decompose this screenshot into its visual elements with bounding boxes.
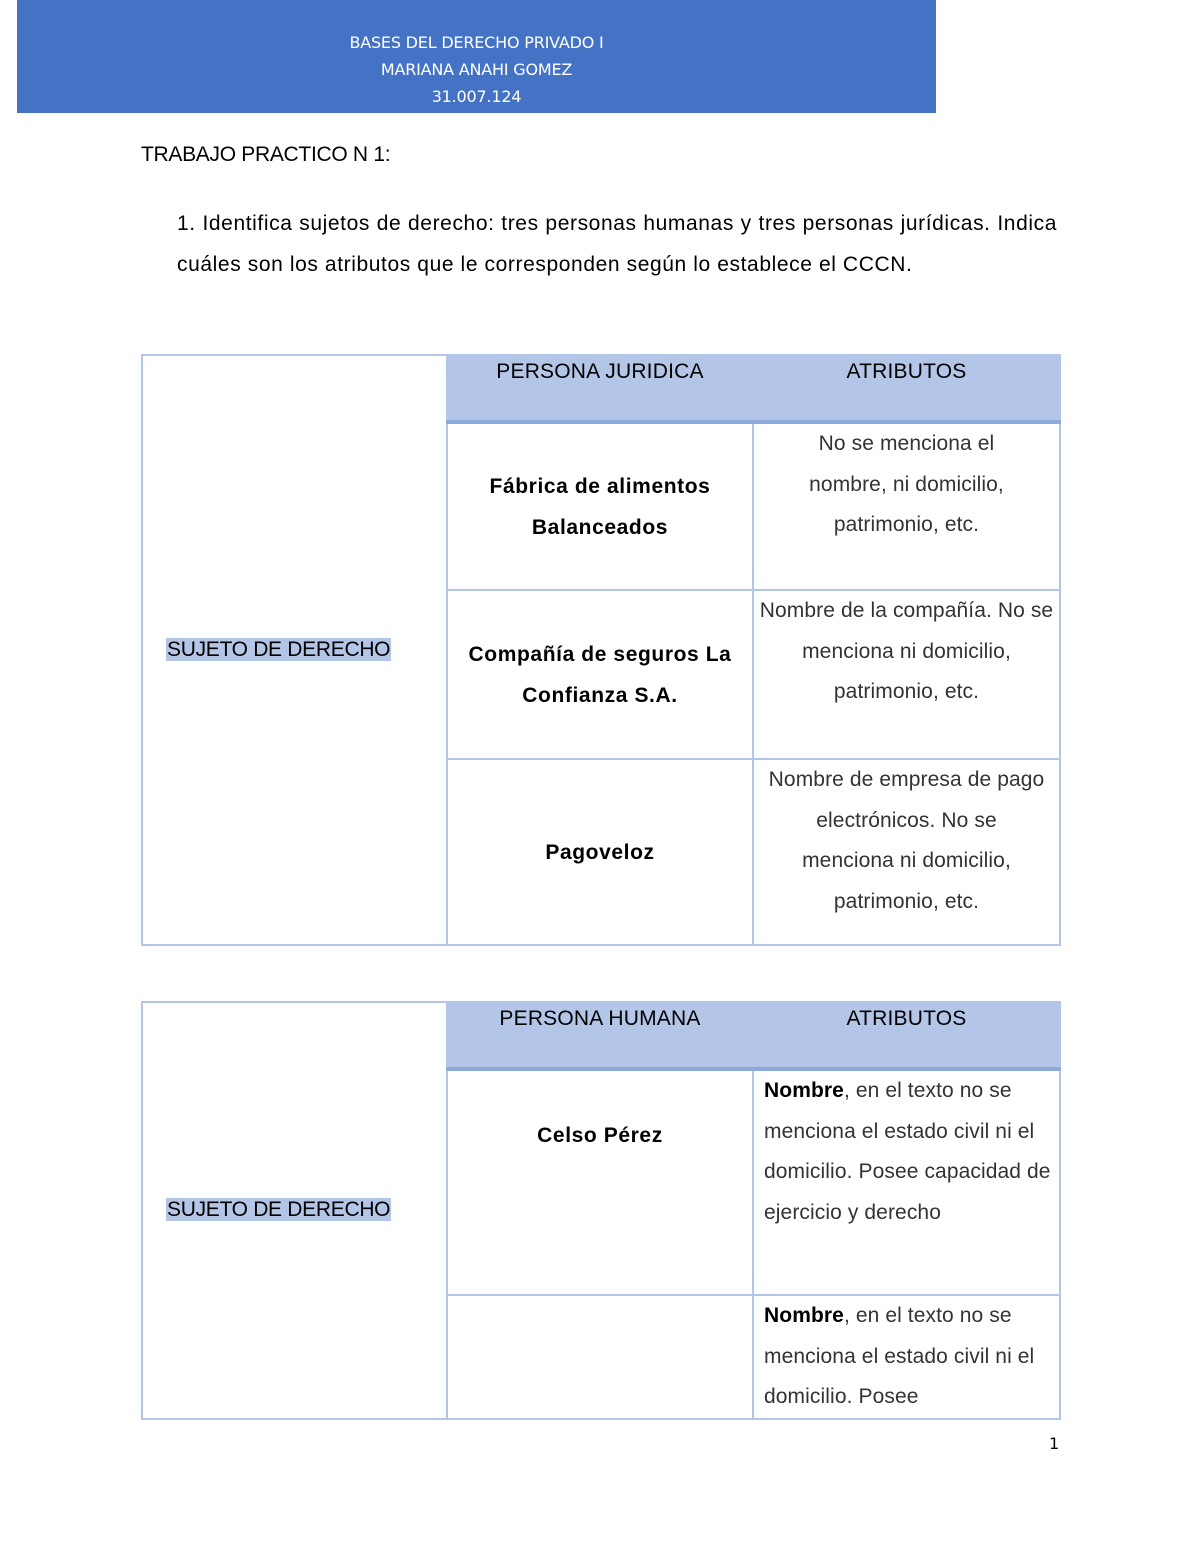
entity-name: Pagoveloz	[447, 759, 753, 945]
student-id: 31.007.124	[431, 87, 522, 106]
entity-attributes	[753, 1069, 1060, 1295]
entity-attributes: Nombre de empresa de pago electrónicos. No se menciona ni domicilio, patrimonio, etc.	[753, 759, 1060, 945]
page-title: TRABAJO PRACTICO N 1:	[141, 143, 391, 166]
table-persona-humana	[141, 1001, 1061, 1420]
student-name: MARIANA ANAHI GOMEZ	[380, 60, 573, 79]
attribute-detail: , en el texto no se menciona el estado civil ni el domicilio. Posee capacidad de ejercicio y derecho	[764, 1079, 1051, 1224]
entity-attributes: Nombre de la compañía. No se menciona ni domicilio, patrimonio, etc.	[753, 590, 1060, 759]
header-band	[17, 0, 936, 113]
attribute-keyword: Nombre	[764, 1304, 844, 1327]
entity-name: Celso Pérez	[447, 1069, 753, 1295]
entity-name	[447, 1295, 753, 1419]
subject-label: SUJETO DE DERECHO	[167, 638, 391, 661]
column-header-persona: PERSONA HUMANA	[447, 1002, 753, 1069]
attribute-detail: , en el texto no se menciona el estado civil ni el domicilio. Posee	[764, 1304, 1035, 1408]
column-header-atributos: ATRIBUTOS	[753, 355, 1060, 422]
entity-name: Compañía de seguros La Confianza S.A.	[447, 590, 753, 759]
attribute-keyword: Nombre	[764, 1079, 844, 1102]
column-header-atributos: ATRIBUTOS	[753, 1002, 1060, 1069]
table-persona-juridica	[141, 354, 1061, 946]
course-title: BASES DEL DERECHO PRIVADO I	[349, 33, 604, 52]
subject-label: SUJETO DE DERECHO	[167, 1198, 391, 1222]
question-text: 1. Identifica sujetos de derecho: tres personas humanas y tres personas jurídicas. Indica cuáles son los atributos que le corresponden según lo establece el CCCN.	[177, 212, 1057, 276]
page-number: 1	[1049, 1434, 1060, 1453]
subject-cell	[142, 355, 447, 945]
entity-attributes: No se menciona el nombre, ni domicilio, patrimonio, etc.	[753, 422, 1060, 590]
entity-attributes	[753, 1295, 1060, 1419]
subject-cell	[142, 1002, 447, 1419]
column-header-persona: PERSONA JURIDICA	[447, 355, 753, 422]
entity-name: Fábrica de alimentos Balanceados	[447, 422, 753, 590]
